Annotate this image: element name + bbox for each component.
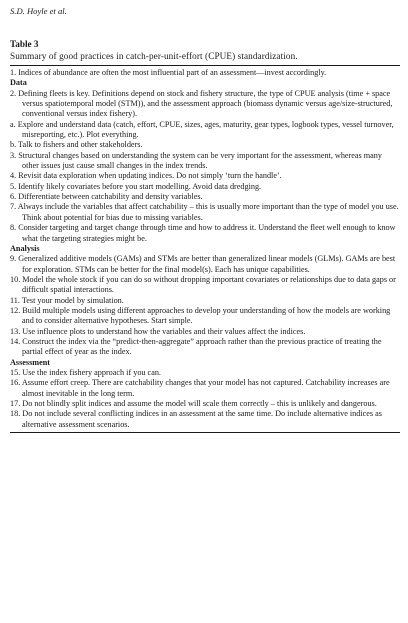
- list-item: 2. Defining fleets is key. Definitions depend on stock and fishery structure, the type of CPUE analysis (time + space versus spatiotemporal model (STM)), and the assessment approach (biomass dynamic versus age/size-structured, conventional versus index fishery).: [10, 88, 393, 119]
- list-item: 14. Construct the index via the “predict-then-aggregate” approach rather than the previous practice of treating the partial effect of year as the index.: [10, 336, 382, 357]
- running-head: S.D. Hoyle et al.: [10, 6, 67, 16]
- list-item: 11. Test your model by simulation.: [10, 295, 124, 305]
- list-item: 9. Generalized additive models (GAMs) and STMs are better than generalized linear models (GLMs). GAMs are best for exploration. STMs can be better for the final model(s). Each has unique capabilities.: [10, 254, 396, 274]
- list-item: 1. Indices of abundance are often the most influential part of an assessment—invest accordingly.: [10, 68, 327, 77]
- table-bottom-rule: [10, 432, 400, 433]
- list-item: 15. Use the index fishery approach if you can.: [10, 367, 161, 377]
- section-heading-assessment: Assessment: [10, 357, 51, 367]
- list-item: 8. Consider targeting and target change through time and how to address it. Understand the fleet well enough to know what the targeting strategies might be.: [10, 223, 396, 243]
- table-caption: Summary of good practices in catch-per-unit-effort (CPUE) standardization.: [10, 51, 298, 61]
- list-item: b. Talk to fishers and other stakeholders.: [10, 140, 143, 150]
- list-item: 3. Structural changes based on understanding the system can be very important for the assessment, whereas many other issues just cause small changes in the index trends.: [10, 150, 382, 171]
- list-item: 7. Always include the variables that affect catchability – this is usually more important than the type of model you use. Think about potential for bias due to missing variables.: [10, 202, 399, 222]
- list-item: 12. Build multiple models using different approaches to develop your understanding of how the models are working and to consider alternative hypotheses. Start simple.: [10, 305, 391, 326]
- list-item: 4. Revisit data exploration when updating indices. Do not simply ‘turn the handle’.: [10, 171, 282, 181]
- list-item: 6. Differentiate between catchability and density variables.: [10, 192, 203, 202]
- list-item: 5. Identify likely covariates before you start modelling. Avoid data dredging.: [10, 181, 262, 191]
- list-item: 16. Assume effort creep. There are catchability changes that your model has not captured. Catchability increases are almost inevitable in the long term.: [10, 378, 390, 398]
- list-item: 10. Model the whole stock if you can do so without dropping important covariates or relationships due to data gaps or difficult spatial interactions.: [10, 274, 396, 295]
- table-body: [10, 68, 400, 430]
- list-item: 17. Do not blindly split indices and assume the model will scale them correctly – this is unlikely and dangerous.: [10, 399, 377, 408]
- list-item: 18. Do not include several conflicting indices in an assessment at the same time. Do include alternative indices as alternative assessment scenarios.: [10, 409, 382, 429]
- section-heading-data: Data: [10, 78, 27, 88]
- list-item: a. Explore and understand data (catch, effort, CPUE, sizes, ages, maturity, gear types, logbook types, vessel turnover, misreporting, etc.). Plot everything.: [10, 119, 394, 140]
- table-label: Table 3: [10, 39, 39, 49]
- page: [10, 6, 400, 433]
- table-top-rule: [10, 65, 400, 66]
- list-item: 13. Use influence plots to understand how the variables and their values affect the indices.: [10, 326, 306, 336]
- section-heading-analysis: Analysis: [10, 243, 40, 253]
